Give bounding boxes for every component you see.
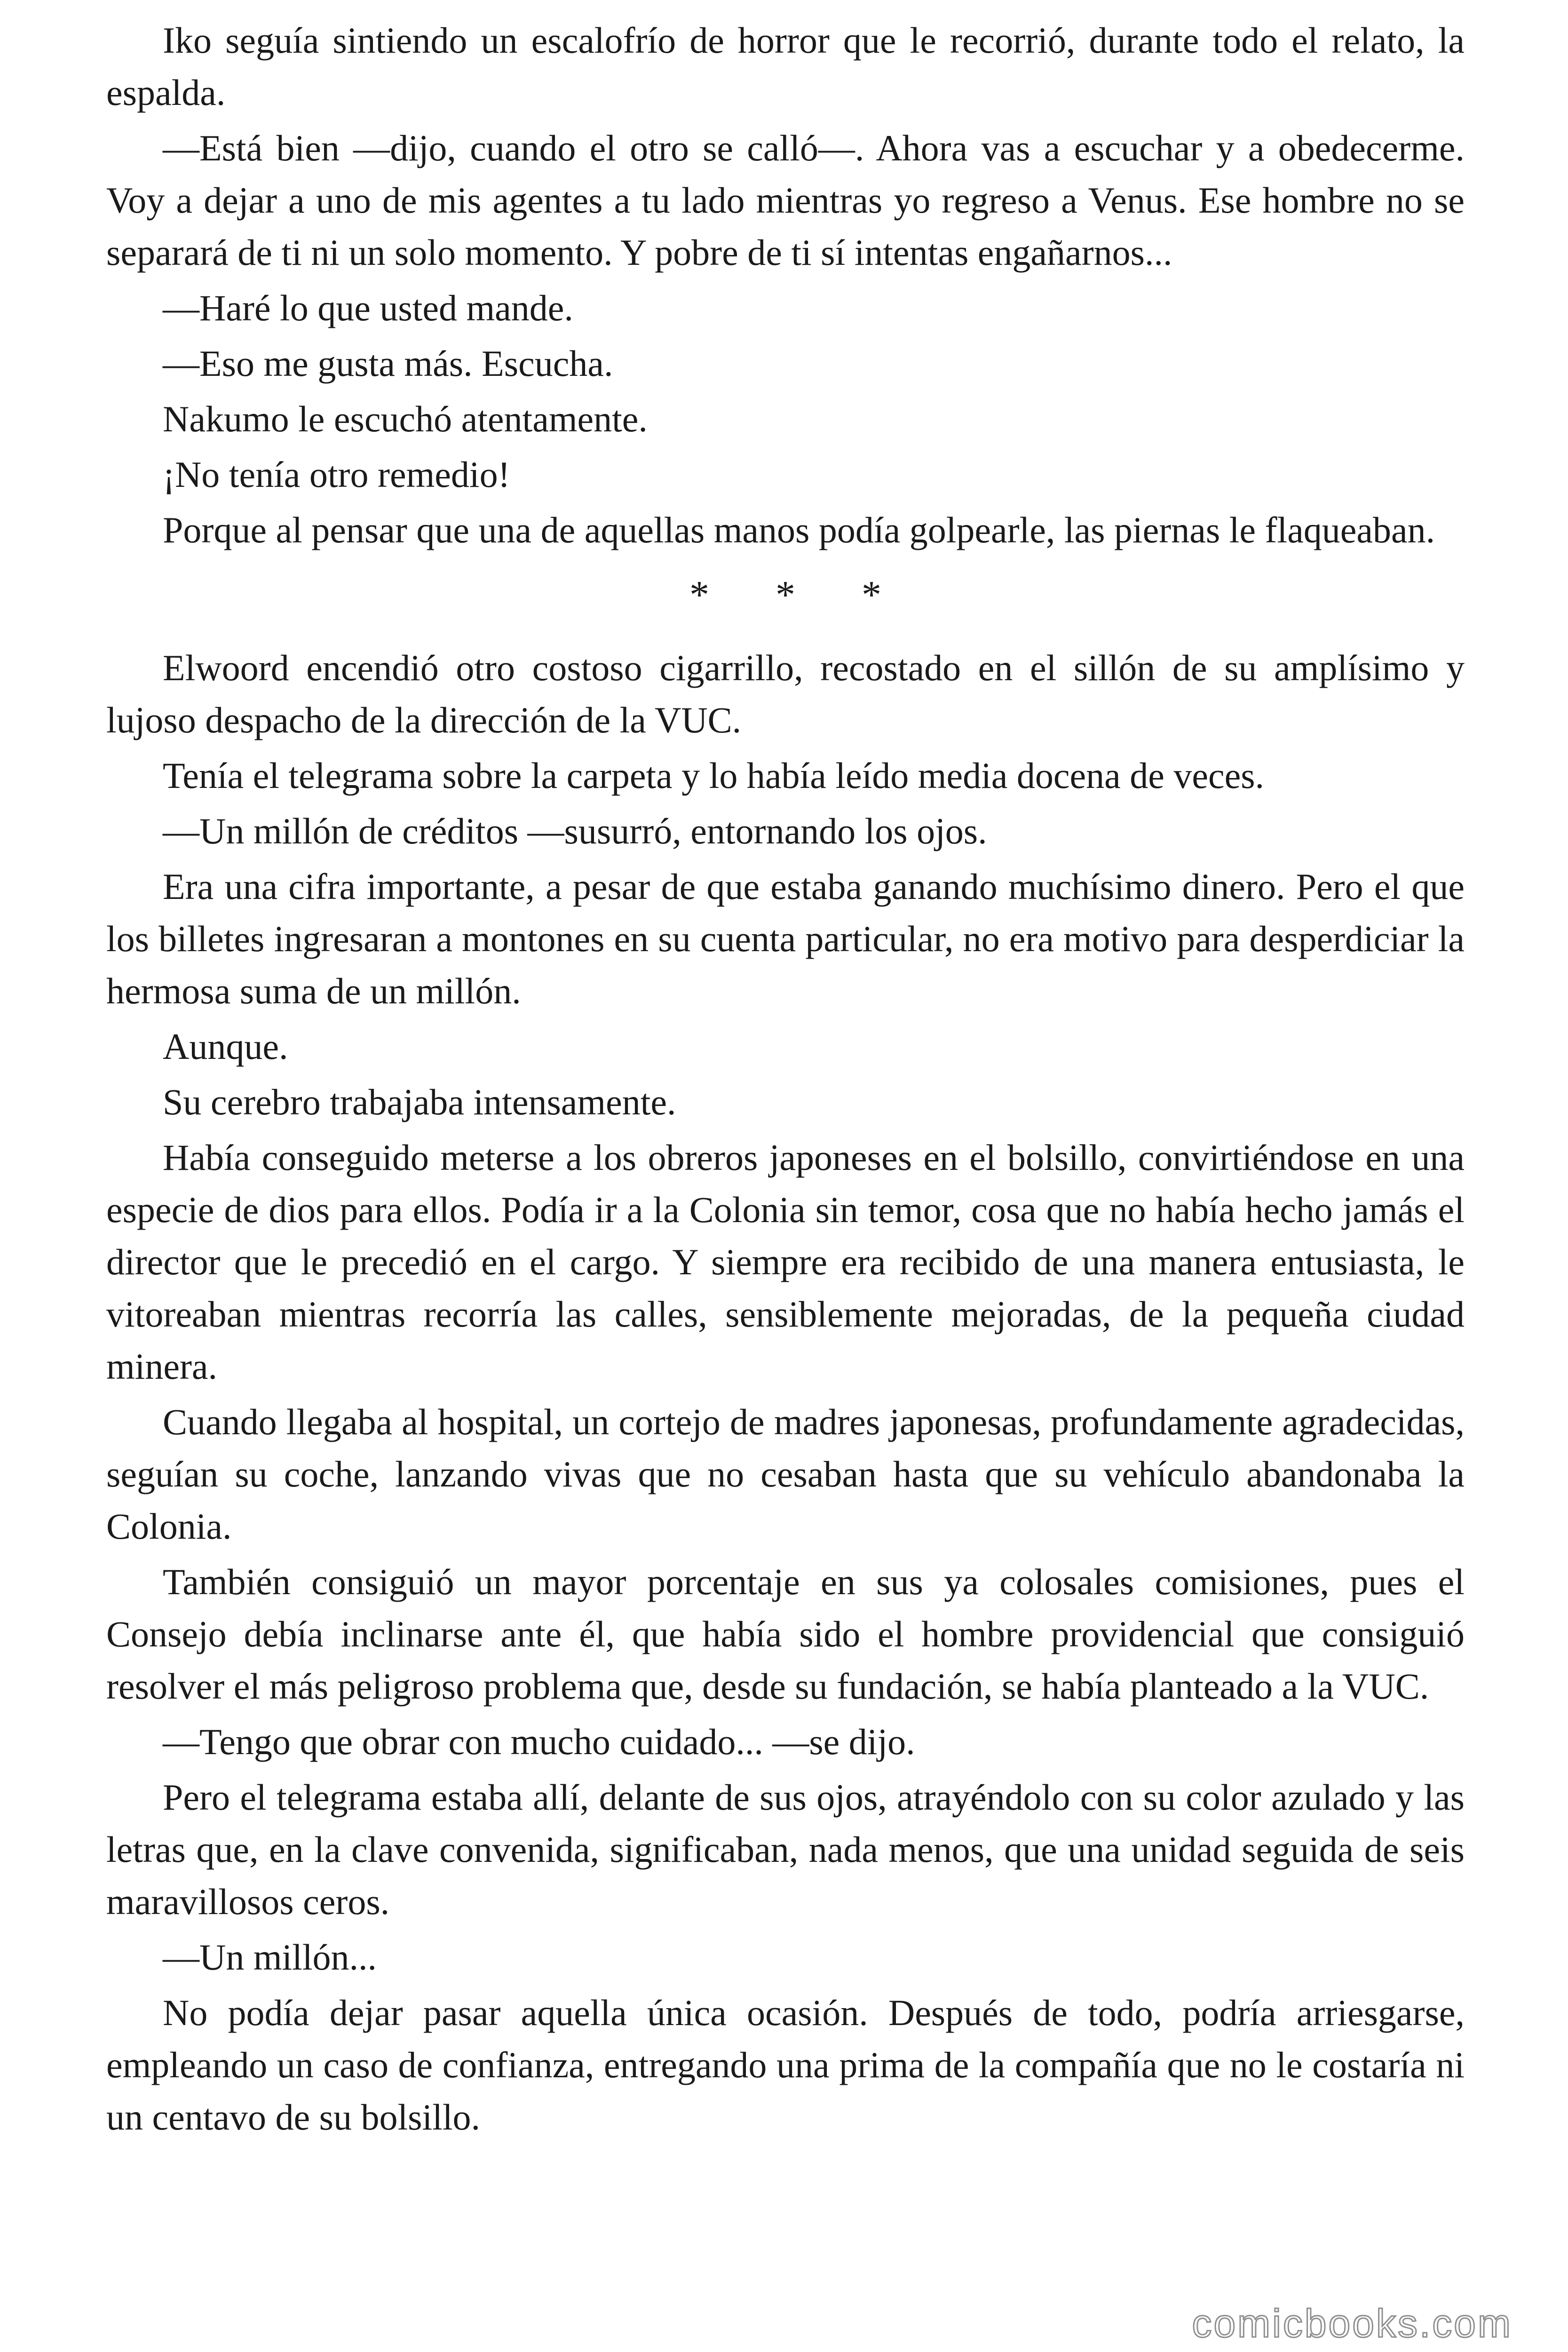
paragraph: Iko seguía sintiendo un escalofrío de horror que le recorrió, durante todo el relato, la espalda.: [106, 20, 1465, 113]
paragraph: Tenía el telegrama sobre la carpeta y lo había leído media docena de veces.: [163, 755, 1265, 796]
paragraph: Aunque.: [163, 1026, 288, 1067]
paragraph: —Un millón de créditos —susurró, entornando los ojos.: [163, 810, 987, 851]
section-break-asterisk: *: [689, 573, 709, 617]
paragraph: —Eso me gusta más. Escucha.: [163, 343, 613, 384]
paragraph: Nakumo le escuchó atentamente.: [163, 398, 648, 439]
section-break-asterisk: *: [776, 573, 795, 617]
section-break-asterisk: *: [862, 573, 881, 617]
paragraph: También consiguió un mayor porcentaje en sus ya colosales comisiones, pues el Consejo debía inclinarse ante él, que había sido el hombre providencial que consiguió resolver el más peligroso problema que, desde su fundación, se había planteado a la VUC.: [106, 1561, 1465, 1707]
body-text: [106, 14, 1465, 2146]
paragraph: Elwoord encendió otro costoso cigarrillo, recostado en el sillón de su amplísimo y lujoso despacho de la dirección de la VUC.: [106, 647, 1465, 740]
paragraph: Su cerebro trabajaba intensamente.: [163, 1081, 676, 1122]
paragraph: Había conseguido meterse a los obreros japoneses en el bolsillo, convirtiéndose en una especie de dios para ellos. Podía ir a la Colonia sin temor, cosa que no había hecho jamás el director que le precedió en el cargo. Y siempre era recibido de una manera entusiasta, le vitoreaban mientras recorría las calles, sensiblemente mejoradas, de la pequeña ciudad minera.: [106, 1137, 1465, 1387]
paragraph: No podía dejar pasar aquella única ocasión. Después de todo, podría arriesgarse, empleando un caso de confianza, entregando una prima de la compañía que no le costaría ni un centavo de su bolsillo.: [106, 1992, 1465, 2137]
paragraph: Era una cifra importante, a pesar de que estaba ganando muchísimo dinero. Pero el que los billetes ingresaran a montones en su cuenta particular, no era motivo para desperdiciar la hermosa suma de un millón.: [106, 866, 1465, 1011]
paragraph: —Haré lo que usted mande.: [163, 287, 573, 328]
paragraph: —Un millón...: [163, 1937, 377, 1978]
watermark: comicbooks.com: [1192, 2301, 1513, 2345]
paragraph: Cuando llegaba al hospital, un cortejo de madres japonesas, profundamente agradecidas, seguían su coche, lanzando vivas que no cesaban hasta que su vehículo abandonaba la Colonia.: [106, 1401, 1465, 1547]
paragraph: Porque al pensar que una de aquellas manos podía golpearle, las piernas le flaqueaban.: [163, 509, 1435, 550]
paragraph: ¡No tenía otro remedio!: [163, 454, 510, 495]
paragraph: Pero el telegrama estaba allí, delante de sus ojos, atrayéndolo con su color azulado y las letras que, en la clave convenida, significaban, nada menos, que una unidad seguida de seis maravillosos ceros.: [106, 1777, 1465, 1922]
paragraph: —Tengo que obrar con mucho cuidado... —se dijo.: [163, 1721, 915, 1762]
paragraph: —Está bien —dijo, cuando el otro se calló—. Ahora vas a escuchar y a obedecerme. Voy a dejar a uno de mis agentes a tu lado mientras yo regreso a Venus. Ese hombre no se separará de ti ni un solo momento. Y pobre de ti sí intentas engañarnos...: [106, 127, 1465, 273]
section-break: [106, 564, 1465, 626]
